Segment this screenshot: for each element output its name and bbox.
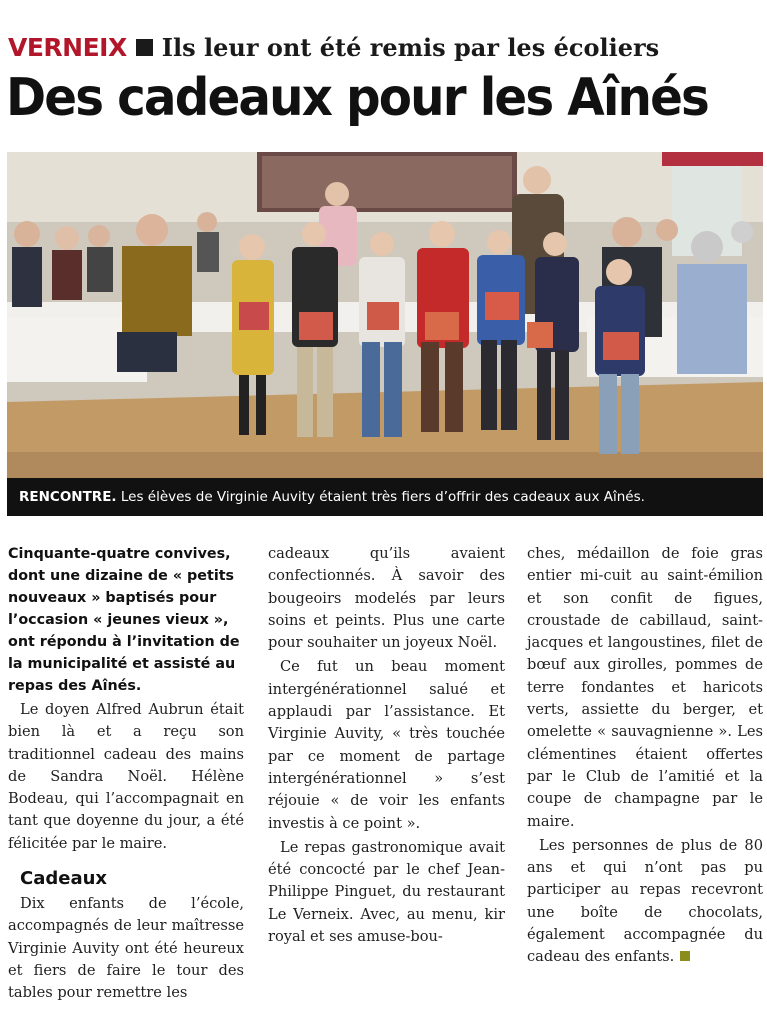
article-paragraph-2-continued: cadeaux qu’ils avaient confectionnés. À savoir des bougeoirs modelés par leurs soins et peints. Plus une carte pour souhaiter un joyeux Noël. [268,545,505,652]
article-paragraph-4: Le repas gastronomique avait été concocté par le chef Jean-Philippe Pinguet, du restaurant Le Verneix. Avec, au menu, kir royal et ses amuse-bou- [268,838,505,946]
caption-text: Les élèves de Virginie Auvity étaient très fiers d’offrir des cadeaux aux Aînés. [116,489,645,505]
article-subhead: Cadeaux [20,868,108,890]
kicker-place: VERNEIX [8,32,127,62]
end-mark-icon [680,951,690,961]
article-column-3 [527,543,763,969]
article-paragraph-2: Dix enfants de l’école, accompagnés de leur maîtresse Virginie Auvity ont été heureux et fiers de faire le tour des tables pour remettre les [8,895,244,1002]
article-paragraph-5: ches, médaillon de foie gras entier mi-cuit au saint-émilion et son confit de figues, croustade de cabillaud, saint-jacques et langoustines, filet de bœuf aux girolles, pommes de terre fondantes et haricots verts, assiette du berger, et omelette « sauvagnienne ». Les clémentines étaient offertes par le Club de l’amitié et la coupe de champagne par le maire. [527,545,763,830]
article-photo [7,152,763,516]
kicker [8,30,659,64]
article-paragraph-6-wrap [527,835,763,969]
article-column-1 [8,543,244,1005]
article-column-2 [268,543,505,948]
kicker-square-icon [136,39,153,56]
headline: Des cadeaux pour les Aînés [6,68,708,128]
article-paragraph-3: Ce fut un beau moment intergénérationnel salué et applaudi par l’assistance. Et Virginie Auvity, « très touchée par ce moment de partage intergénérationnel » s’est réjouie « de voir les enfants investis à ce point ». [268,658,505,832]
photo-caption [7,478,763,516]
photo-illustration [7,152,763,516]
kicker-deck: Ils leur ont été remis par les écoliers [161,32,660,62]
caption-label: RENCONTRE. [19,489,117,505]
article-paragraph-1: Le doyen Alfred Aubrun était bien là et a reçu son traditionnel cadeau des mains de Sandra Noël. Hélène Bodeau, qui l’accompagnait en tant que doyenne du jour, a été félicitée par le maire. [8,701,244,852]
article-paragraph-6: Les personnes de plus de 80 ans et qui n’ont pas pu participer au repas recevront une boîte de chocolats, également accompagnée du cadeau des enfants. [527,836,763,966]
article-lead: Cinquante-quatre convives, dont une dizaine de « petits nouveaux » baptisés pour l’occasion « jeunes vieux », ont répondu à l’invitation de la municipalité et assisté au repas des Aînés. [8,546,240,694]
